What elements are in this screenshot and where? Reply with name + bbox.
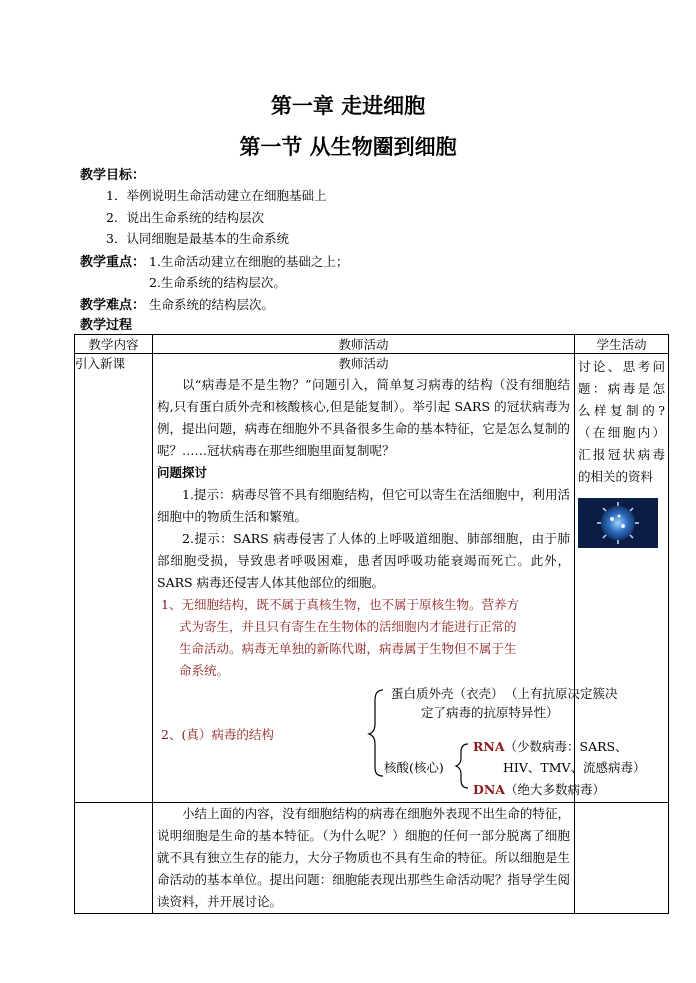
key-point-1: 1.生命活动建立在细胞的基础之上； (149, 254, 349, 269)
student-activity-text: 讨论、思考问题：病毒是怎么样复制的?（在细胞内）汇报冠状病毒的相关的资料 (578, 359, 665, 484)
point1-line-3: 生命活动。病毒无单独的新陈代谢，病毒属于生物但不属于生 (179, 641, 517, 656)
rna-text: （少数病毒：SARS、 (504, 739, 628, 754)
summary-cell (153, 803, 575, 914)
header-student: 学生活动 (575, 335, 669, 354)
dna-label: DNA (473, 782, 505, 797)
hint-1: 1.提示：病毒尽管不具有细胞结构，但它可以寄生在活细胞中，利用活细胞中的物质生活和繁殖。 (157, 487, 570, 524)
key-points-label: 教学重点： (80, 255, 146, 270)
virus-point-1 (153, 594, 574, 682)
coronavirus-image (578, 498, 658, 548)
process-label: 教学过程 (80, 318, 133, 333)
point1-line-4: 命系统。 (179, 663, 230, 678)
discussion-label: 问题探讨 (157, 465, 208, 480)
table-row (75, 354, 669, 803)
teaching-process-table (74, 334, 669, 914)
row2-student-cell (575, 803, 669, 914)
header-teacher: 教师活动 (153, 335, 575, 354)
rna-examples: HIV、TMV、流感病毒） (503, 760, 646, 775)
difficulty-label: 教学难点： (80, 298, 146, 313)
dna-entry (473, 780, 605, 798)
protein-coat-note-2: 定了病毒的抗原特异性） (421, 705, 559, 720)
protein-coat-label: 蛋白质外壳（衣壳） (391, 686, 504, 701)
nucleic-acid-label: 核酸(核心) (384, 760, 444, 775)
rna-entry (473, 737, 628, 755)
row-content-label: 引入新课 (75, 354, 153, 803)
section-title: 第一节 从生物圈到细胞 (239, 134, 457, 159)
goal-item-2: 2．说出生命系统的结构层次 (106, 210, 264, 225)
rna-label: RNA (473, 739, 505, 754)
chapter-title: 第一章 走进细胞 (270, 93, 426, 118)
point1-line-1: 1、无细胞结构，既不属于真核生物，也不属于原核生物。营养方 (161, 597, 519, 612)
point1-line-2: 式为寄生，并且只有寄生在生物体的活细胞内才能进行正常的 (179, 619, 517, 634)
header-content: 教学内容 (75, 335, 153, 354)
goal-item-3: 3．认同细胞是最基本的生命系统 (106, 231, 289, 246)
row2-content-cell (75, 803, 153, 914)
key-point-2: 2.生命系统的结构层次。 (149, 275, 286, 290)
goal-item-1: 1．举例说明生命活动建立在细胞基础上 (106, 188, 327, 203)
dna-text: （绝大多数病毒） (504, 782, 605, 797)
protein-coat-note-1: （上有抗原决定簇决 (505, 686, 618, 701)
hint-2: 2.提示：SARS 病毒侵害了人体的上呼吸道细胞、肺部细胞，由于肺部细胞受损，导致患者呼吸困难，患者因呼吸功能衰竭而死亡。此外，SARS 病毒还侵害人体其他部位的细胞。 (157, 531, 570, 590)
student-activity-cell (575, 354, 669, 803)
virus-structure-label: 2、(真）病毒的结构 (161, 727, 274, 742)
goals-label: 教学目标： (80, 168, 146, 183)
virus-structure-diagram (153, 682, 646, 802)
teacher-heading: 教师活动 (338, 356, 389, 371)
table-header-row (75, 335, 669, 354)
table-row (75, 803, 669, 914)
difficulty-text: 生命系统的结构层次。 (149, 297, 275, 312)
summary-paragraph: 小结上面的内容，没有细胞结构的病毒在细胞外表现不出生命的特征，说明细胞是生命的基本特征。（为什么呢？）细胞的任何一部分脱离了细胞就不具有独立生存的能力，大分子物质也不具有生命的特征。所以细胞是生命活动的基本单位。提出问题：细胞能表现出那些生命活动呢？指导学生阅读资料，并开展讨论。 (157, 806, 570, 909)
intro-paragraph: 以“病毒是不是生物？”问题引入，简单复习病毒的结构（没有细胞结构,只有蛋白质外壳和核酸核心,但是能复制）。举引起 SARS 的冠状病毒为例，提出问题，病毒在细胞外不具备很多生命的基本特征，它是怎么复制的呢？……冠状病毒在那些细胞里面复制呢？ (157, 377, 570, 458)
